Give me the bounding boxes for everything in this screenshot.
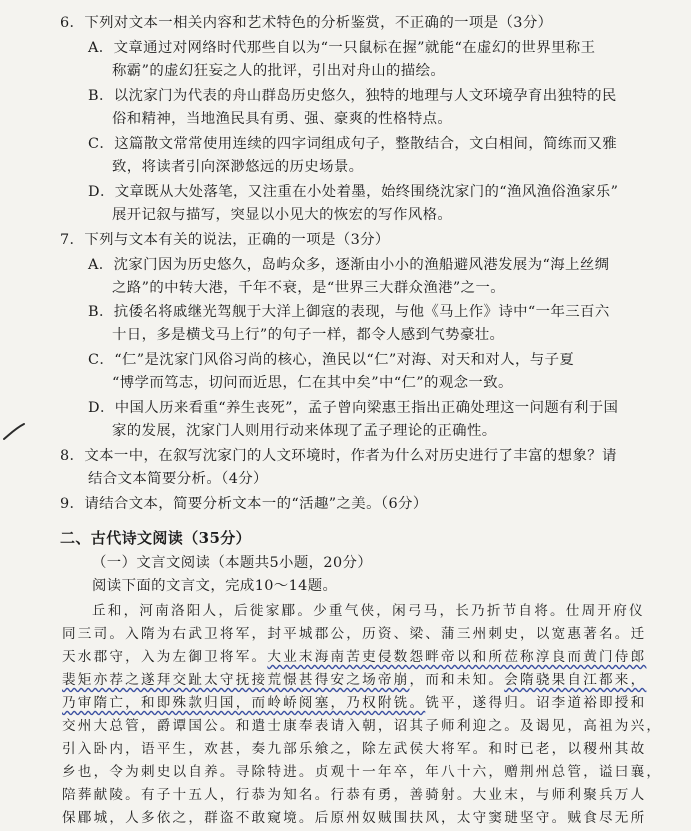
passage-text: 铣平，遂得归。诏李道裕即授和 <box>425 694 647 711</box>
q8-stem: 8．文本一中，在叙写沈家门的人文环境时，作者为什么对历史进行了丰富的想象？请 <box>60 448 617 465</box>
passage-line: 乡也，令为刺史以自养。寻除特进。贞观十一年卒，年八十六，赠荆州总管，谥曰襄， <box>62 763 663 780</box>
underlined-passage: 裴矩亦荐之遂拜交趾太守抚接荒憬甚得安之场帝崩 <box>62 672 410 689</box>
q6-option-a: A．文章通过对网络时代那些自以为“一只鼠标在握”就能“在虚幻的世界里称王 <box>88 40 596 57</box>
passage-line: 陪葬献陵。有子十五人，行恭为知名。行恭有勇，善骑射。大业末，与师利聚兵万人 <box>62 786 647 803</box>
q6-option-c-cont: 致，将读者引向深渺悠远的历史场景。 <box>112 158 364 175</box>
q6-option-c: C．这篇散文常常使用连续的四字词组成句子，整散结合，文白相间，简练而又雅 <box>88 136 618 152</box>
q6-option-b-cont: 俗和精神，当地渔民具有勇、强、豪爽的性格特点。 <box>112 111 453 128</box>
pen-mark-icon <box>2 422 26 442</box>
q6-option-d: D．文章既从大处落笔，又注重在小处着墨，始终围绕沈家门的“渔风渔俗渔家乐” <box>88 183 619 200</box>
passage-text: ，而和未知。 <box>409 672 505 689</box>
q6-option-b: B．以沈家门为代表的舟山群岛历史悠久，独特的地理与人文环境孕育出独特的民 <box>88 88 617 105</box>
reading-instruction: 阅读下面的文言文，完成10～14题。 <box>92 578 338 595</box>
passage-line <box>62 670 646 690</box>
passage-line: 交州大总管，爵谭国公。和遣士康奉表请入朝，诏其子师利迎之。及谒见，高祖为兴， <box>62 717 663 734</box>
passage-text: 天水郡守，入为左御卫将军。 <box>62 649 268 666</box>
q9-stem: 9．请结合文本，简要分析文本一的“活趣”之美。（6分） <box>60 495 428 512</box>
q7-option-a: A．沈家门因为历史悠久，岛屿众多，逐渐由小小的渔船避风港发展为“海上丝绸 <box>88 256 610 273</box>
passage-line: 同三司。入隋为右武卫将军，封平城郡公，历资、梁、蒲三州刺史，以宽惠著名。迁 <box>62 626 647 643</box>
q7-option-a-cont: 之路”的中转大港，千年不衰，是“世界三大群众渔港”之一。 <box>112 279 506 296</box>
q6-option-a-cont: 称霸”的虚幻狂妄之人的批评，引出对舟山的描绘。 <box>112 63 446 80</box>
q7-option-d: D．中国人历来看重“养生丧死”，孟子曾向梁惠王指出正确处理这一问题有利于国 <box>88 400 619 417</box>
q8-stem-cont: 结合文本简要分析。（4分） <box>88 471 268 488</box>
underlined-passage: 大业末海南苦吏侵数怨畔帝以和所莅称淳良而黄门侍郎 <box>267 649 647 666</box>
passage-line <box>62 693 646 713</box>
q7-option-d-cont: 家的发展，沈家门人则用行动来体现了孟子理论的正确性。 <box>112 423 497 440</box>
underlined-passage: 乃审隋亡，和即殊款归国，而岭峤阅塞，乃权附铣。 <box>62 694 426 711</box>
passage-line: 引入卧内，语平生，欢甚，奏九部乐飨之，除左武侯大将军。和时已老，以稷州其故 <box>62 740 647 757</box>
q7-option-b: B．抗倭名将戚继光驾舰于大洋上御寇的表现，与他《马上作》诗中“一年三百六 <box>88 304 610 321</box>
q6-option-d-cont: 展开记叙与描写，突显以小见大的恢宏的写作风格。 <box>112 206 453 223</box>
q7-option-c-cont: “博学而笃志，切问而近思，仁在其中矣”中“仁”的观念一致。 <box>112 375 513 392</box>
passage-line: 保郿城，人多依之，群盗不敢窥境。后原州奴贼围扶风，太守窦琎坚守。贼食尽无所 <box>62 809 647 826</box>
passage-line: 丘和，河南洛阳人，后徙家郿。少重气侠，闲弓马，长乃折节自将。仕周开府仪 <box>92 603 645 620</box>
q7-stem: 7．下列与文本有关的说法，正确的一项是（3分） <box>60 231 390 248</box>
q7-option-b-cont: 十日，多是横戈马上行”的句子一样，都令人感到气势豪壮。 <box>112 327 505 344</box>
underlined-passage: 会隋骁果自江都来， <box>504 672 647 689</box>
passage-line <box>62 647 646 667</box>
section-subtitle: （一）文言文阅读（本题共5小题，20分） <box>92 555 373 572</box>
q7-option-c: C．“仁”是沈家门风俗习尚的核心，渔民以“仁”对海、对天和对人，与子夏 <box>88 352 575 369</box>
q6-stem: 6．下列对文本一相关内容和艺术特色的分析鉴赏，不正确的一项是（3分） <box>60 15 553 32</box>
section-title: 二、古代诗文阅读（35分） <box>60 529 252 548</box>
